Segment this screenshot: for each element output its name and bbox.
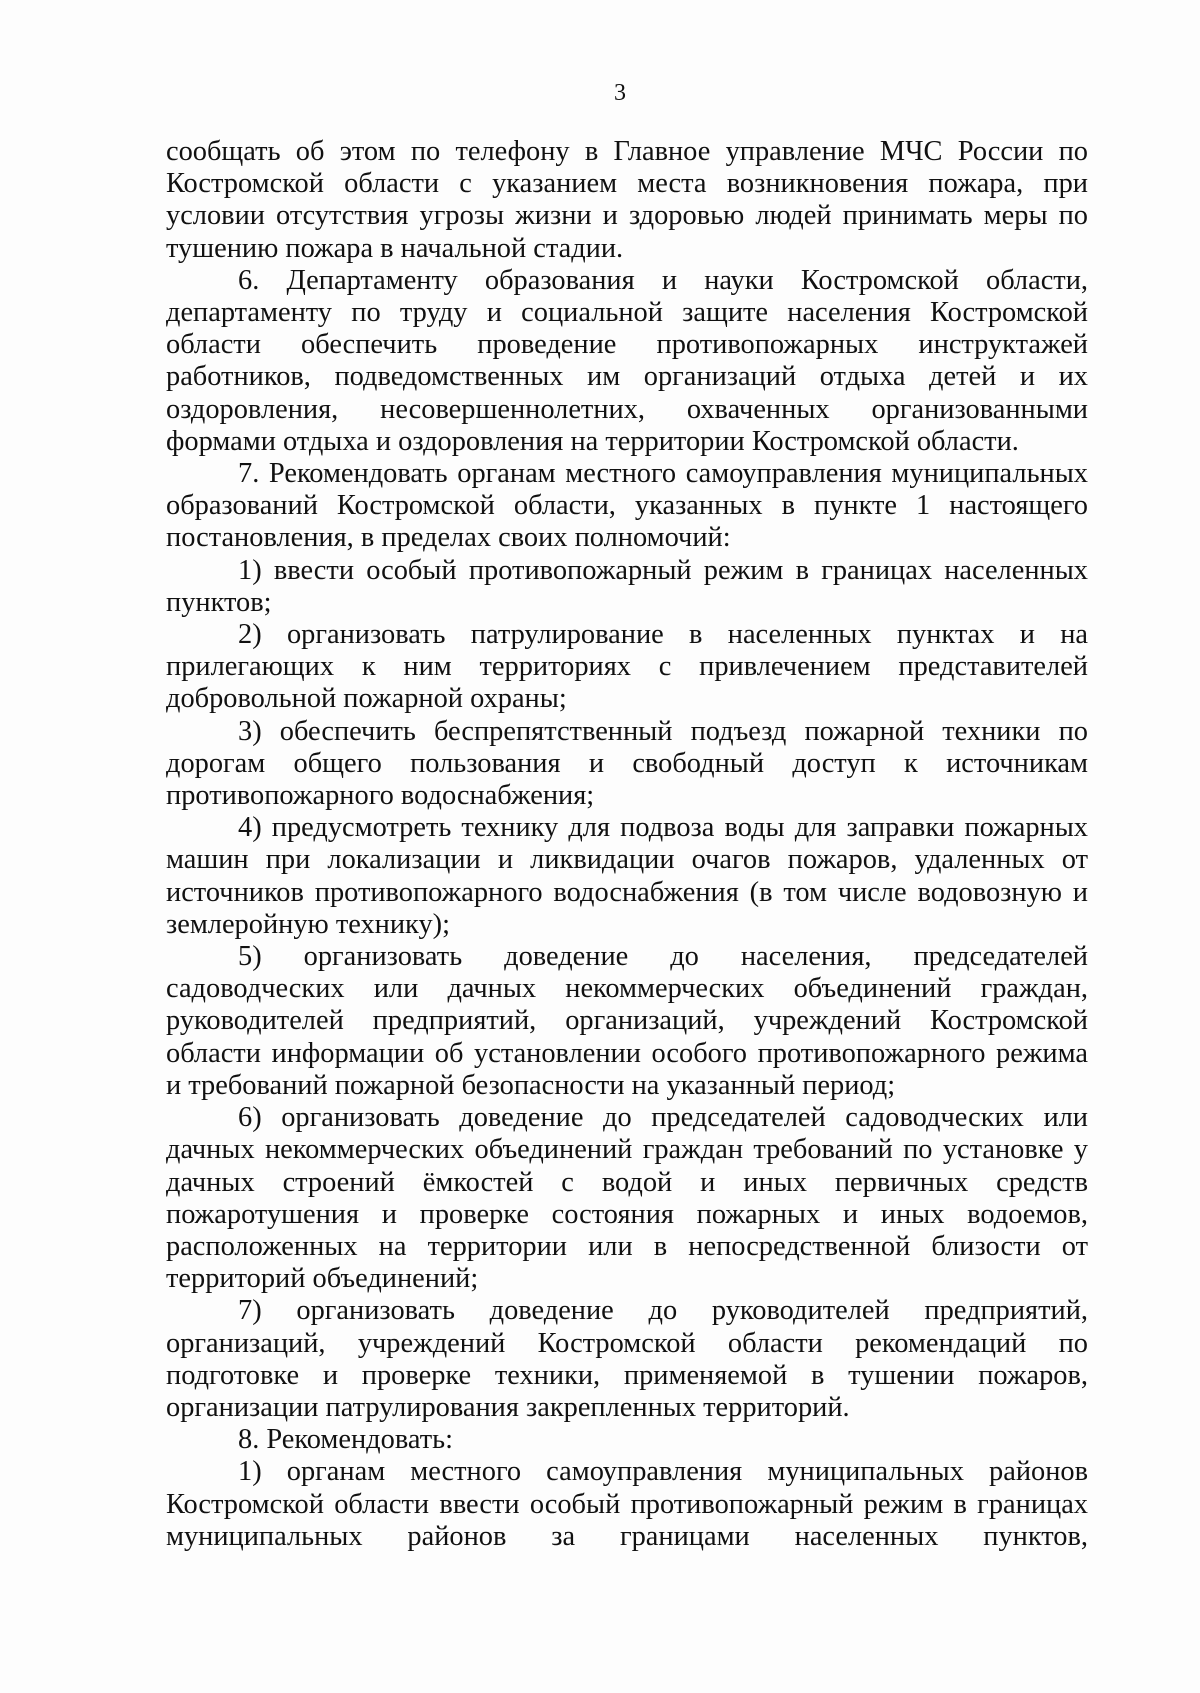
subitem-7-4: 4) предусмотреть технику для подвоза воды для заправки пожарных машин при локализации и ликвидации очагов пожаров, удаленных от источников противопожарного водоснабжения (в том числе водовозную и землеройную технику); bbox=[166, 812, 1088, 940]
paragraph-item-6: 6. Департаменту образования и науки Костромской области, департаменту по труду и социальной защите населения Костромской области обеспечить проведение противопожарных инструктажей работников, подведомственных им организаций отдыха детей и их оздоровления, несовершеннолетних, охваченных организованными формами отдыха и оздоровления на территории Костромской области. bbox=[166, 264, 1088, 457]
subitem-7-1: 1) ввести особый противопожарный режим в границах населенных пунктов; bbox=[166, 554, 1088, 618]
document-body bbox=[166, 136, 1088, 1553]
subitem-7-6: 6) организовать доведение до председателей садоводческих или дачных некоммерческих объединений граждан требований по установке у дачных строений ёмкостей с водой и иных первичных средств пожаротушения и проверке состояния пожарных и иных водоемов, расположенных на территории или в непосредственной близости от территорий объединений; bbox=[166, 1102, 1088, 1295]
paragraph-continuation: сообщать об этом по телефону в Главное управление МЧС России по Костромской области с указанием места возникновения пожара, при условии отсутствия угрозы жизни и здоровью людей принимать меры по тушению пожара в начальной стадии. bbox=[166, 136, 1088, 264]
subitem-7-7: 7) организовать доведение до руководителей предприятий, организаций, учреждений Костромской области рекомендаций по подготовке и проверке техники, применяемой в тушении пожаров, организации патрулирования закрепленных территорий. bbox=[166, 1295, 1088, 1423]
paragraph-item-7: 7. Рекомендовать органам местного самоуправления муниципальных образований Костромской области, указанных в пункте 1 настоящего постановления, в пределах своих полномочий: bbox=[166, 458, 1088, 554]
subitem-7-5: 5) организовать доведение до населения, председателей садоводческих или дачных некоммерческих объединений граждан, руководителей предприятий, организаций, учреждений Костромской области информации об установлении особого противопожарного режима и требований пожарной безопасности на указанный период; bbox=[166, 941, 1088, 1101]
subitem-7-3: 3) обеспечить беспрепятственный подъезд пожарной техники по дорогам общего пользования и свободный доступ к источникам противопожарного водоснабжения; bbox=[166, 715, 1088, 812]
page-number: 3 bbox=[614, 80, 626, 106]
subitem-8-1: 1) органам местного самоуправления муниципальных районов Костромской области ввести особый противопожарный режим в границах муниципальных районов за границами населенных пунктов, bbox=[166, 1456, 1088, 1552]
subitem-7-2: 2) организовать патрулирование в населенных пунктах и на прилегающих к ним территориях с привлечением представителей добровольной пожарной охраны; bbox=[166, 619, 1088, 715]
paragraph-item-8: 8. Рекомендовать: bbox=[238, 1424, 453, 1456]
